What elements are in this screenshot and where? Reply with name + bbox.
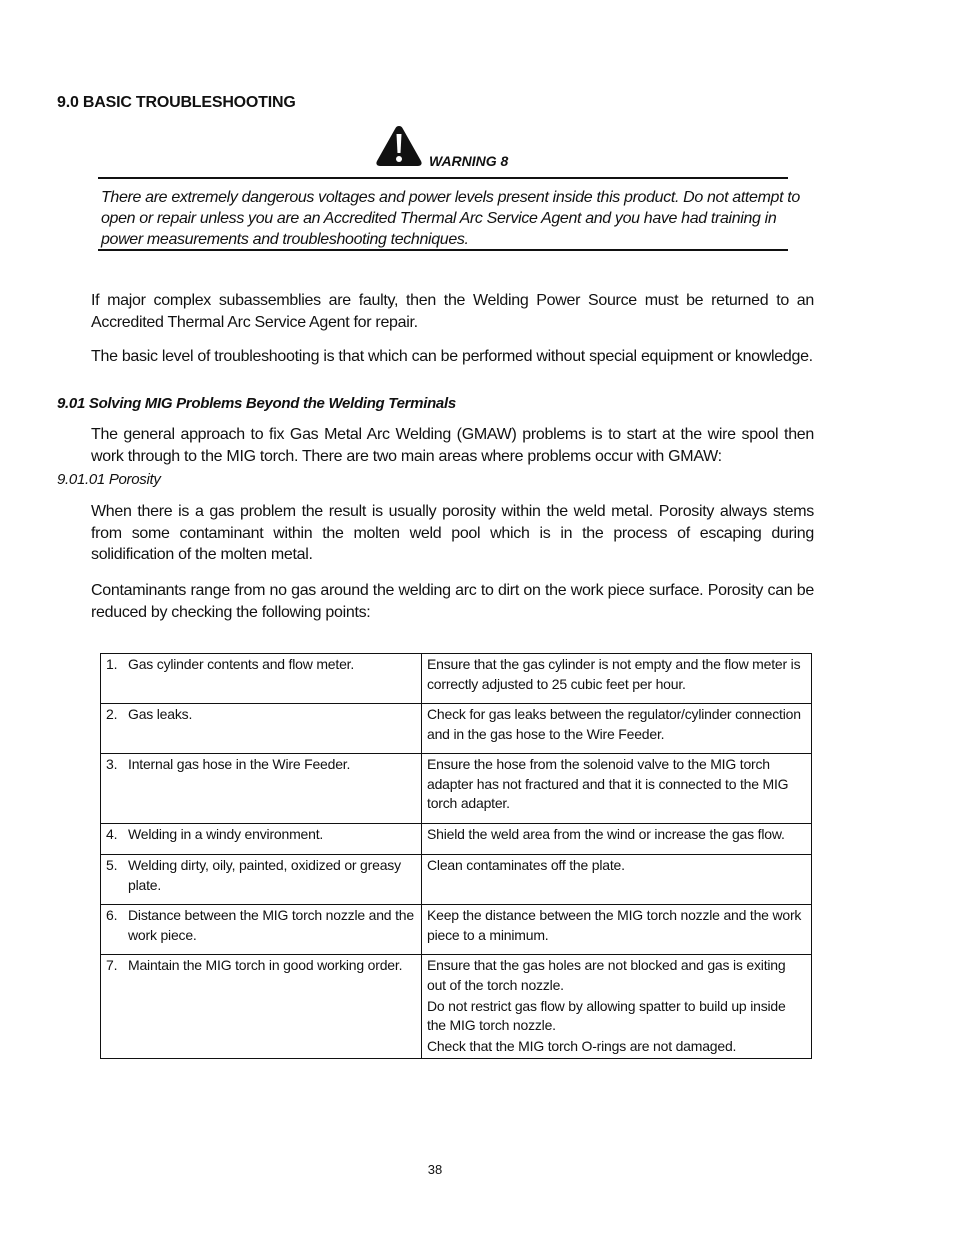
paragraph-general-approach: The general approach to fix Gas Metal Arc Welding (GMAW) problems is to start at the wire spool then work through to the MIG torch. There are two main areas where problems occur with GMAW: [91,426,814,465]
action-text: Keep the distance between the MIG torch nozzle and the work piece to a minimum. [427,907,802,943]
table-row [101,704,812,754]
action-text: Ensure that the gas holes are not blocked and gas is exiting out of the torch nozzle. [427,957,786,993]
table-row [101,654,812,704]
paragraph-repair-note: If major complex subassemblies are faulty, then the Welding Power Source must be returned to an Accredited Thermal Arc Service Agent for repair. [91,292,814,331]
checklist-item-cell [101,955,422,1059]
action-text: Do not restrict gas flow by allowing spatter to build up inside the MIG torch nozzle. [427,997,786,1033]
item-number: 6. [106,907,118,923]
section-heading: 9.0 BASIC TROUBLESHOOTING [57,94,296,111]
item-number: 2. [106,706,118,722]
table-row [101,855,812,905]
checklist-action-cell [422,754,812,824]
checklist-action-cell [422,824,812,855]
subsection-heading: 9.01 Solving MIG Problems Beyond the Welding Terminals [57,395,456,412]
table-row [101,754,812,824]
checklist-item-cell [101,704,422,754]
warning-bottom-rule [98,249,788,251]
item-text: Internal gas hose in the Wire Feeder. [128,756,351,772]
checklist-action-cell [422,704,812,754]
action-text: Ensure that the gas cylinder is not empty and the flow meter is correctly adjusted to 25 cubic feet per hour. [427,656,801,692]
warning-label: WARNING 8 [429,153,509,169]
checklist-action-cell [422,855,812,905]
item-text: Welding in a windy environment. [128,826,324,842]
table-body [101,654,812,1059]
item-text: Gas leaks. [128,706,193,722]
checklist-item-cell [101,654,422,704]
action-text: Check for gas leaks between the regulator/cylinder connection and in the gas hose to the Wire Feeder. [427,706,801,742]
checklist-action-cell [422,955,812,1059]
checklist-item-cell [101,754,422,824]
item-text: Maintain the MIG torch in good working order. [128,957,403,973]
warning-triangle-icon [375,124,423,168]
paragraph-basic-level: The basic level of troubleshooting is that which can be performed without special equipment or knowledge. [91,348,813,365]
paragraph-porosity: When there is a gas problem the result is usually porosity within the weld metal. Porosity always stems from some contaminant within the molten weld pool which is in the process of escaping during solidification of the molten metal. [91,503,814,563]
table-row [101,955,812,1059]
item-text: Distance between the MIG torch nozzle and the work piece. [128,907,414,943]
checklist-item-cell [101,905,422,955]
checklist-item-cell [101,824,422,855]
checklist-item-cell [101,855,422,905]
table-row [101,824,812,855]
item-number: 7. [106,957,118,973]
action-text: Shield the weld area from the wind or increase the gas flow. [427,826,785,842]
item-number: 1. [106,656,118,672]
item-number: 3. [106,756,118,772]
subsubsection-heading: 9.01.01 Porosity [57,471,161,488]
item-number: 4. [106,826,118,842]
page-number: 38 [427,1162,443,1177]
porosity-checklist-table [100,653,812,1059]
checklist-action-cell [422,905,812,955]
warning-top-rule [98,177,788,179]
action-text: Clean contaminates off the plate. [427,857,625,873]
action-text: Check that the MIG torch O-rings are not damaged. [427,1038,737,1054]
item-text: Gas cylinder contents and flow meter. [128,656,355,672]
action-text: Ensure the hose from the solenoid valve to the MIG torch adapter has not fractured and that it is connected to the MIG torch adapter. [427,756,789,811]
warning-text: There are extremely dangerous voltages and power levels present inside this product. Do not attempt to open or repair unless you are an Accredited Thermal Arc Service Agent and you have had training in power measurements and troubleshooting techniques. [101,189,800,248]
table-row [101,905,812,955]
paragraph-contaminants: Contaminants range from no gas around the welding arc to dirt on the work piece surface. Porosity can be reduced by checking the following points: [91,582,814,621]
item-text: Welding dirty, oily, painted, oxidized or greasy plate. [128,857,401,893]
checklist-action-cell [422,654,812,704]
item-number: 5. [106,857,118,873]
